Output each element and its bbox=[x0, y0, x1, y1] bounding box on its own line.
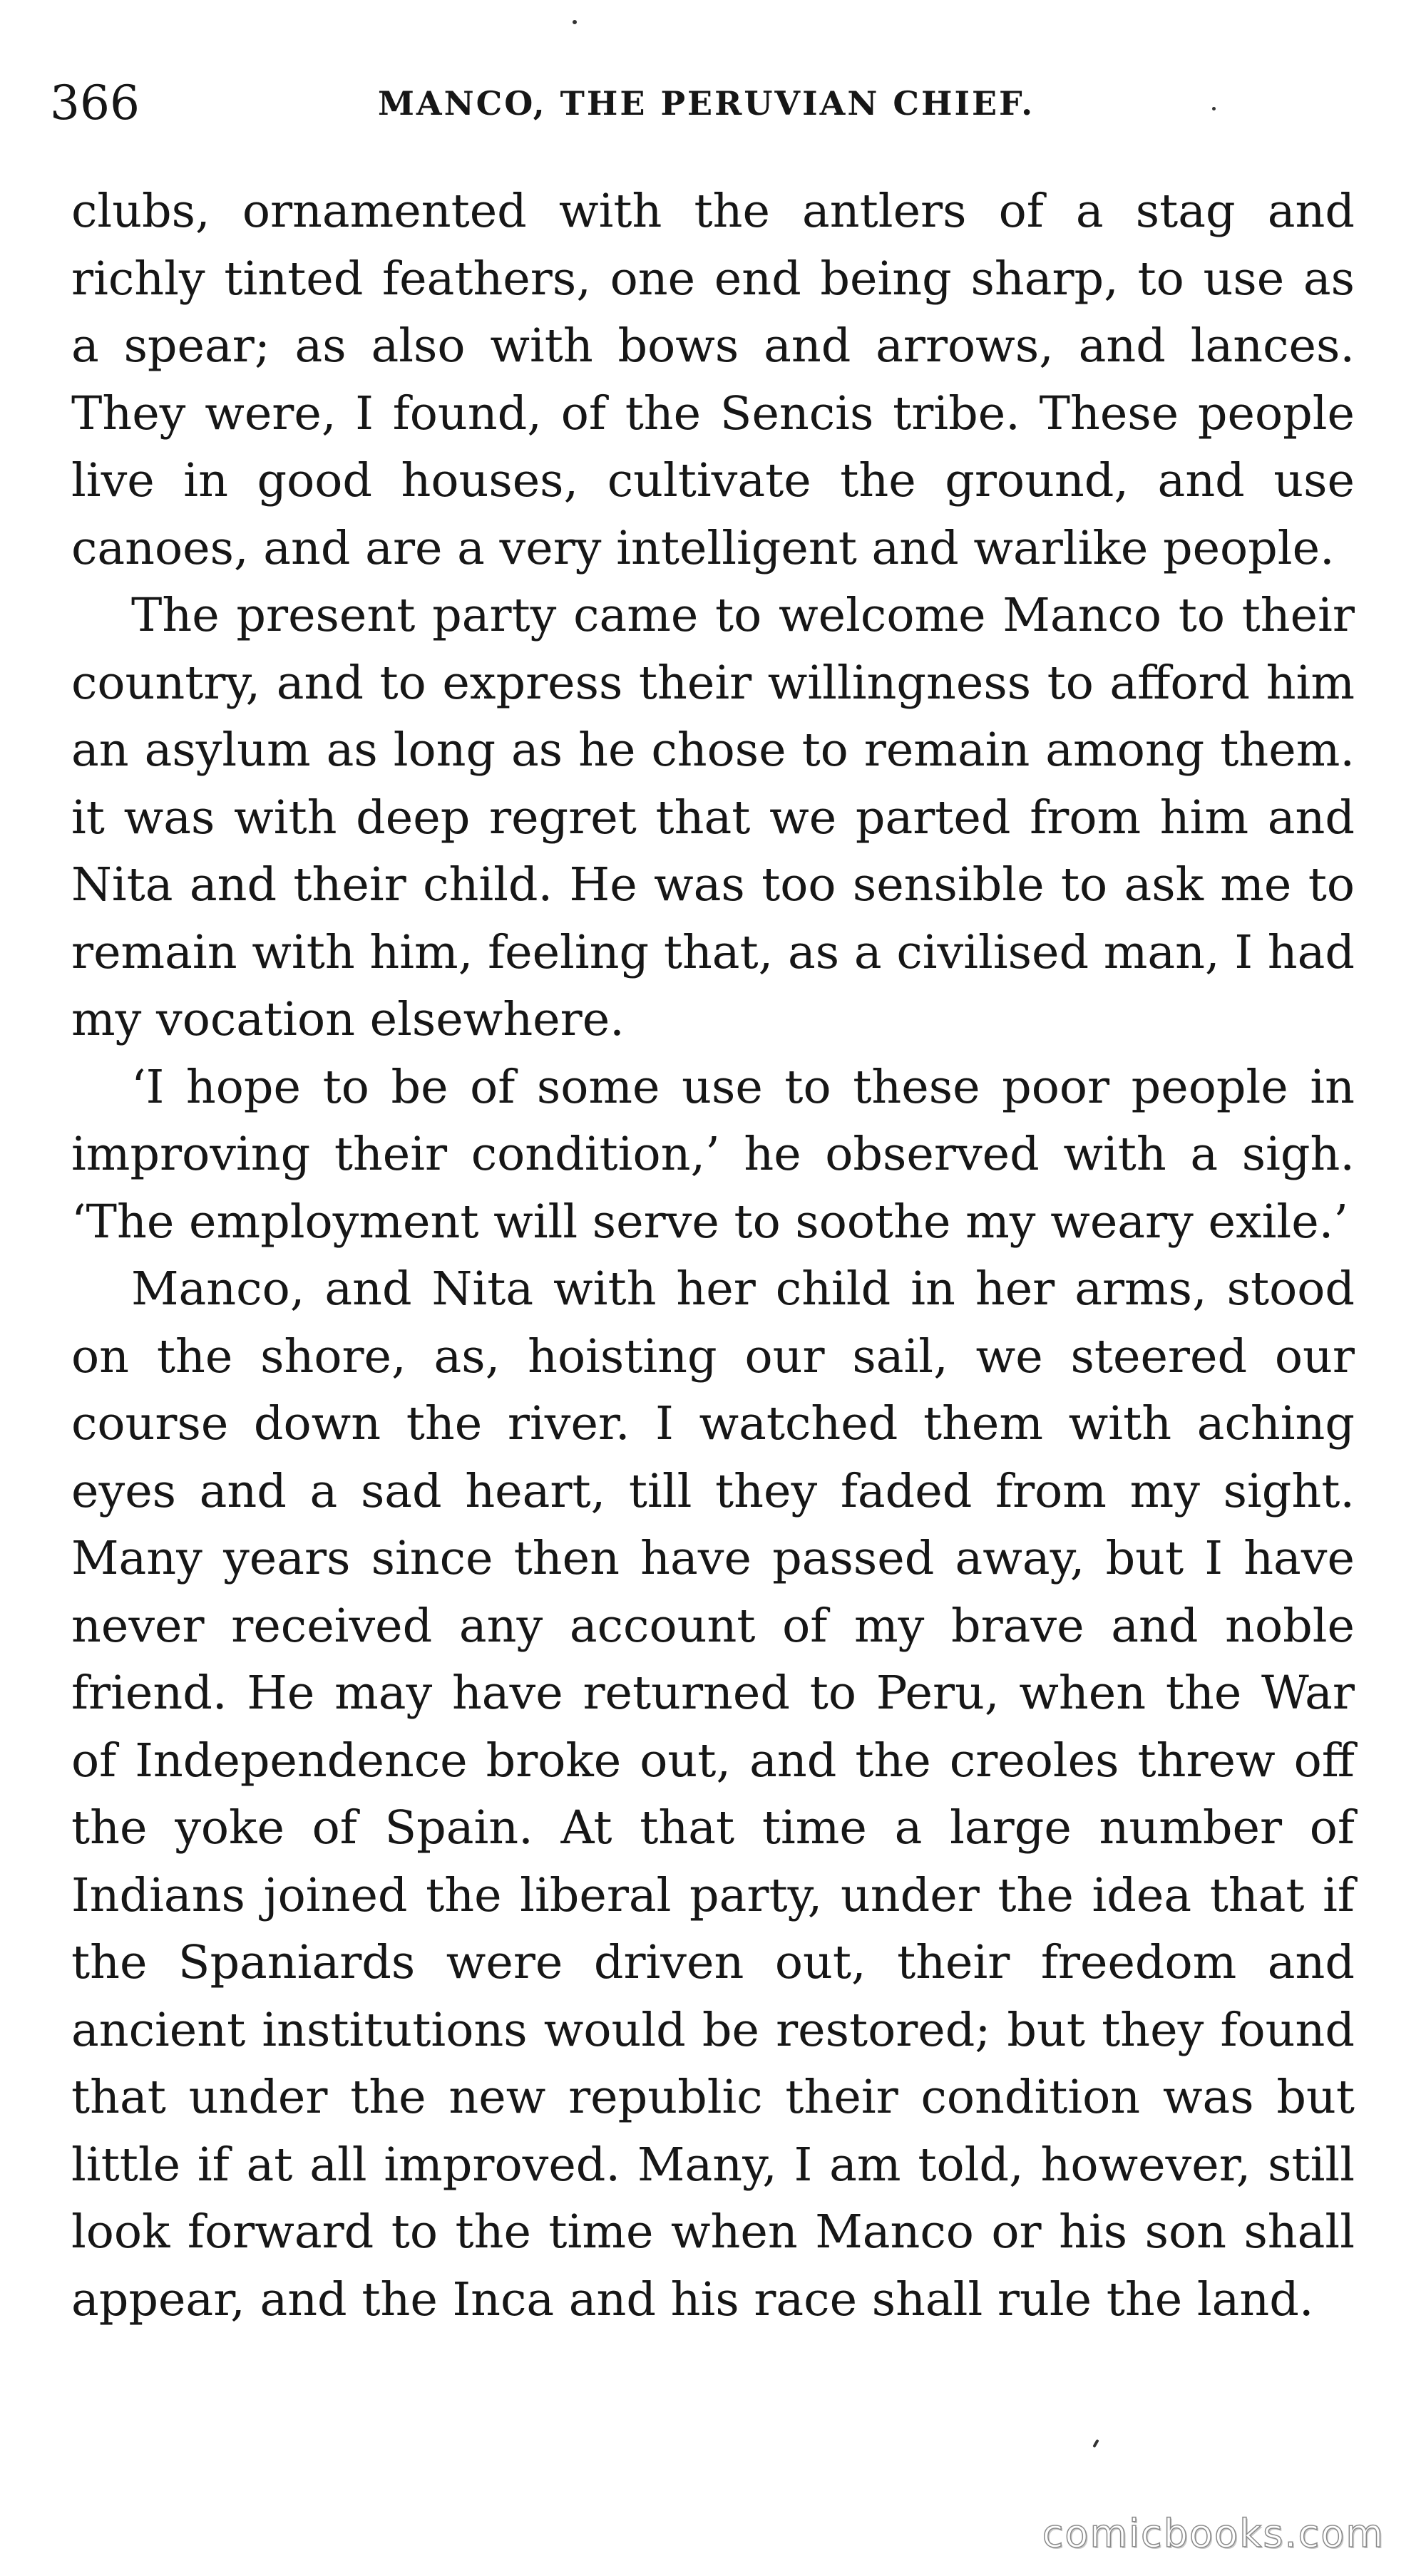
page-header bbox=[50, 68, 1376, 139]
watermark: comicbooks.com bbox=[1042, 2511, 1385, 2556]
paragraph: Manco, and Nita with her child in her arms, stood on the shore, as, hoisting our sail, we steered our course down the river. I watched them with aching eyes and a sad heart, till they faded from my sight. Many years since then have passed away, but I have never received any account of my brave and noble friend. He may have returned to Peru, when the War of Independence broke out, and the creoles threw off the yoke of Spain. At that time a large number of Indians joined the liberal party, under the idea that if the Spaniards were driven out, their freedom and ancient institutions would be restored; but they found that under the new republic their condition was but little if at all improved. Many, I am told, however, still look forward to the time when Manco or his son shall appear, and the Inca and his race shall rule the land. bbox=[71, 1262, 1355, 2327]
print-speck bbox=[1092, 2439, 1099, 2448]
running-title: MANCO, THE PERUVIAN CHIEF. bbox=[378, 84, 1035, 123]
body-text bbox=[71, 178, 1355, 2334]
paragraph: clubs, ornamented with the antlers of a stag and richly tinted feathers, one end being sharp, to use as a spear; as also with bows and arrows, and lances. They were, I found, of the Sencis tribe. These people live in good houses, cultivate the ground, and use canoes, and are a very intelligent and warlike people. bbox=[71, 185, 1355, 575]
paragraph: The present party came to welcome Manco to their country, and to express their willingness to afford him an asylum as long as he chose to remain among them. it was with deep regret that we parted from him and Nita and their child. He was too sensible to ask me to remain with him, feeling that, as a civilised man, I had my vocation elsewhere. bbox=[71, 589, 1355, 1046]
print-speck bbox=[573, 20, 577, 24]
print-speck bbox=[1212, 107, 1216, 110]
page-number: 366 bbox=[50, 76, 140, 130]
paragraph: ‘I hope to be of some use to these poor people in improving their condition,’ he observed with a sigh. ‘The employment will serve to soothe my weary exile.’ bbox=[71, 1060, 1355, 1249]
